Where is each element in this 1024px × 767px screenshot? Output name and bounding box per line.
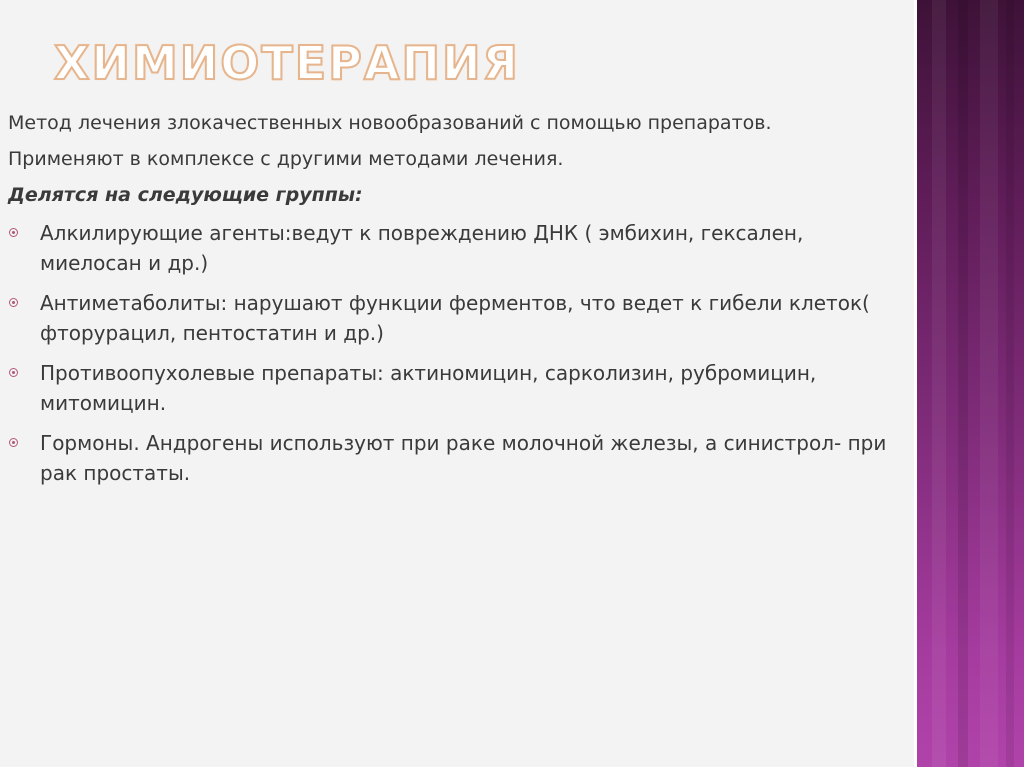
side-band-stripe — [980, 0, 998, 767]
circle-bullet-icon — [9, 368, 18, 377]
list-item — [8, 428, 908, 488]
list-item — [8, 218, 908, 278]
slide-title: ХИМИОТЕРАПИЯ — [54, 36, 520, 90]
side-band-stripe — [1006, 0, 1014, 767]
list-item-text: Алкилирующие агенты:ведут к повреждению ДНК ( эмбихин, гексален, миелосан и др.) — [40, 221, 804, 275]
side-band-stripe — [958, 0, 968, 767]
paragraph-usage: Применяют в комплексе с другими методами лечения. — [8, 148, 564, 170]
side-band-stripe — [932, 0, 946, 767]
side-band-edge — [914, 0, 917, 767]
groups-list — [8, 218, 908, 488]
circle-bullet-icon — [9, 298, 18, 307]
circle-bullet-icon — [9, 228, 18, 237]
slide-body — [8, 108, 908, 498]
list-item-text: Противоопухолевые препараты: актиномицин, сарколизин, рубромицин, митомицин. — [40, 361, 817, 415]
list-item — [8, 288, 908, 348]
groups-heading: Делятся на следующие группы: — [8, 184, 363, 206]
circle-bullet-icon — [9, 438, 18, 447]
list-item-text: Гормоны. Андрогены используют при раке молочной железы, а синистрол- при рак простаты. — [40, 431, 887, 485]
list-item-text: Антиметаболиты: нарушают функции ферментов, что ведет к гибели клеток( фторурацил, пентостатин и др.) — [40, 291, 870, 345]
list-item — [8, 358, 908, 418]
decorative-side-band — [914, 0, 1024, 767]
paragraph-definition: Метод лечения злокачественных новообразований с помощью препаратов. — [8, 112, 772, 134]
